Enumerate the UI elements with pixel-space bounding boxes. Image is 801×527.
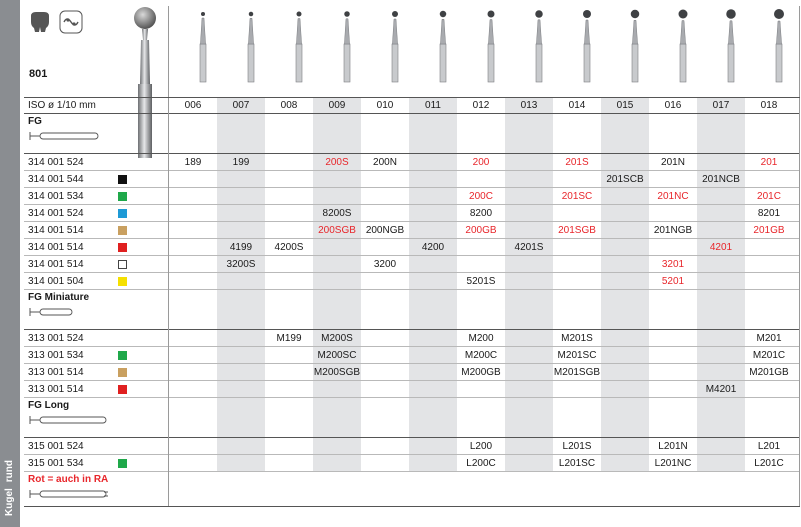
section-title: FG Long — [28, 400, 70, 411]
iso-size-row — [24, 97, 800, 114]
sidebar-label-rund: rund — [4, 460, 15, 483]
reference-cell: M199 — [276, 333, 302, 344]
reference-cell: 5201S — [466, 276, 496, 287]
bur-silhouette — [679, 10, 688, 83]
color-marker — [118, 351, 127, 360]
reference-cell: L201N — [658, 441, 688, 452]
reference-cell: L201 — [757, 441, 781, 452]
reference-cell: 201S — [565, 157, 589, 168]
reference-cell: 201SGB — [558, 225, 596, 236]
shank-sketch — [28, 414, 108, 426]
reference-cell: M201SGB — [553, 367, 601, 378]
reference-cell: M201C — [752, 350, 786, 361]
reference-cell: 3201 — [661, 259, 685, 270]
article-code: 314 001 534 — [28, 191, 84, 202]
table-row — [24, 347, 800, 364]
bur-silhouette — [583, 10, 591, 82]
reference-cell: L200C — [466, 458, 496, 469]
reference-cell: M201GB — [749, 367, 789, 378]
reference-cell: 3200S — [226, 259, 256, 270]
section-title: FG Miniature — [28, 292, 90, 303]
bur-silhouette — [631, 10, 640, 82]
reference-cell: 201NGB — [653, 225, 693, 236]
article-code: 315 001 534 — [28, 458, 84, 469]
table-row — [24, 438, 800, 455]
color-marker — [118, 260, 127, 269]
sidebar-strip — [0, 0, 20, 527]
reference-cell: M4201 — [705, 384, 737, 395]
reference-cell: 201NC — [657, 191, 689, 202]
section-header — [24, 114, 169, 154]
article-code: 314 001 544 — [28, 174, 84, 185]
iso-size: 007 — [232, 100, 250, 111]
bur-silhouette — [296, 12, 302, 83]
color-marker — [118, 192, 127, 201]
reference-cell: 200N — [373, 157, 397, 168]
reference-cell: 201 — [760, 157, 778, 168]
bur-silhouette — [488, 11, 495, 83]
bur-silhouette — [248, 12, 254, 82]
bur-silhouette — [535, 10, 543, 82]
table-bottom-rule — [24, 506, 800, 507]
reference-cell: 200SGB — [318, 225, 356, 236]
sidebar-label-kugel: Kugel — [4, 488, 15, 516]
reference-cell: M200S — [321, 333, 353, 344]
article-code: 314 001 524 — [28, 208, 84, 219]
iso-size: 013 — [520, 100, 538, 111]
bur-silhouette — [344, 11, 350, 82]
column-divider — [168, 6, 169, 506]
reference-cell: 200GB — [465, 225, 497, 236]
shank-sketch — [28, 130, 108, 142]
table-row — [24, 364, 800, 381]
reference-cell: M200 — [468, 333, 494, 344]
header-rule — [24, 97, 800, 98]
table-row — [24, 330, 800, 347]
sidebar-label — [2, 456, 18, 516]
iso-size: 011 — [425, 100, 441, 111]
table-row — [24, 222, 800, 239]
table-row — [24, 188, 800, 205]
reference-cell: 8200 — [469, 208, 493, 219]
reference-cell: 8200S — [322, 208, 352, 219]
reference-cell: 200 — [472, 157, 490, 168]
article-code: 314 001 524 — [28, 157, 84, 168]
reference-cell: 4201S — [514, 242, 544, 253]
table-row — [24, 381, 800, 398]
article-code: 314 001 514 — [28, 242, 84, 253]
table-row — [24, 239, 800, 256]
iso-size: 017 — [712, 100, 730, 111]
bur-silhouette — [200, 12, 206, 82]
reference-cell: 201C — [757, 191, 781, 202]
reference-cell: M201SC — [557, 350, 597, 361]
reference-cell: 200NGB — [365, 225, 405, 236]
reference-cell: 201N — [661, 157, 685, 168]
reference-cell: M200SGB — [313, 367, 361, 378]
reference-cell: L201C — [754, 458, 784, 469]
reference-cell: 200S — [325, 157, 349, 168]
color-marker — [118, 243, 127, 252]
reference-cell: L201NC — [654, 458, 692, 469]
iso-size: 009 — [328, 100, 346, 111]
reference-cell: 199 — [232, 157, 250, 168]
reference-cell: 200C — [469, 191, 493, 202]
table-row — [24, 205, 800, 222]
color-marker — [118, 209, 127, 218]
bur-silhouette — [726, 9, 736, 82]
article-code: 313 001 514 — [28, 367, 84, 378]
table-row — [24, 171, 800, 188]
color-marker — [118, 175, 127, 184]
product-number: 801 — [29, 68, 48, 80]
iso-size: 008 — [280, 100, 298, 111]
article-code: 313 001 534 — [28, 350, 84, 361]
iso-size: 006 — [184, 100, 202, 111]
section-header — [24, 290, 169, 330]
iso-label: ISO ø 1/10 mm — [28, 100, 96, 111]
iso-size: 012 — [472, 100, 490, 111]
product-table — [24, 6, 800, 521]
table-right-border — [799, 6, 800, 506]
iso-size: 010 — [376, 100, 394, 111]
article-code: 313 001 514 — [28, 384, 84, 395]
article-code: 314 001 504 — [28, 276, 84, 287]
reference-cell: L201SC — [558, 458, 596, 469]
reference-cell: L200 — [469, 441, 493, 452]
reference-cell: 201GB — [753, 225, 785, 236]
reference-cell: 201SCB — [606, 174, 644, 185]
iso-size: 018 — [760, 100, 778, 111]
table-row — [24, 273, 800, 290]
article-code: 314 001 514 — [28, 259, 84, 270]
shank-sketch — [28, 488, 108, 500]
reference-cell: 4200 — [421, 242, 445, 253]
color-marker — [118, 368, 127, 377]
reference-cell: 201NCB — [702, 174, 740, 185]
footer-note — [24, 472, 169, 506]
reference-cell: 5201 — [661, 276, 685, 287]
reference-cell: M201S — [561, 333, 593, 344]
reference-cell: M200SC — [317, 350, 357, 361]
bur-silhouettes — [24, 6, 800, 104]
color-marker — [118, 277, 127, 286]
reference-cell: 4201 — [709, 242, 733, 253]
bur-silhouette — [440, 11, 447, 82]
bur-silhouette — [774, 9, 784, 82]
shank-sketch — [28, 306, 108, 318]
bur-silhouette — [392, 11, 398, 82]
iso-size: 014 — [568, 100, 586, 111]
table-row — [24, 455, 800, 472]
reference-cell: 4200S — [274, 242, 304, 253]
color-marker — [118, 385, 127, 394]
reference-cell: L201S — [562, 441, 592, 452]
color-marker — [118, 226, 127, 235]
reference-cell: 201SC — [561, 191, 593, 202]
reference-cell: 4199 — [229, 242, 253, 253]
reference-cell: 3200 — [373, 259, 397, 270]
section-header — [24, 398, 169, 438]
color-marker — [118, 459, 127, 468]
reference-cell: 189 — [184, 157, 202, 168]
iso-size: 015 — [616, 100, 634, 111]
reference-cell: M201 — [756, 333, 782, 344]
reference-cell: M200GB — [461, 367, 501, 378]
table-row — [24, 154, 800, 171]
section-title: FG — [28, 116, 42, 127]
table-row — [24, 256, 800, 273]
footer-note-text: Rot = auch in RA — [28, 474, 109, 485]
article-code: 314 001 514 — [28, 225, 84, 236]
article-code: 313 001 524 — [28, 333, 84, 344]
article-code: 315 001 524 — [28, 441, 84, 452]
reference-cell: M200C — [464, 350, 498, 361]
iso-size: 016 — [664, 100, 682, 111]
reference-cell: 8201 — [757, 208, 781, 219]
